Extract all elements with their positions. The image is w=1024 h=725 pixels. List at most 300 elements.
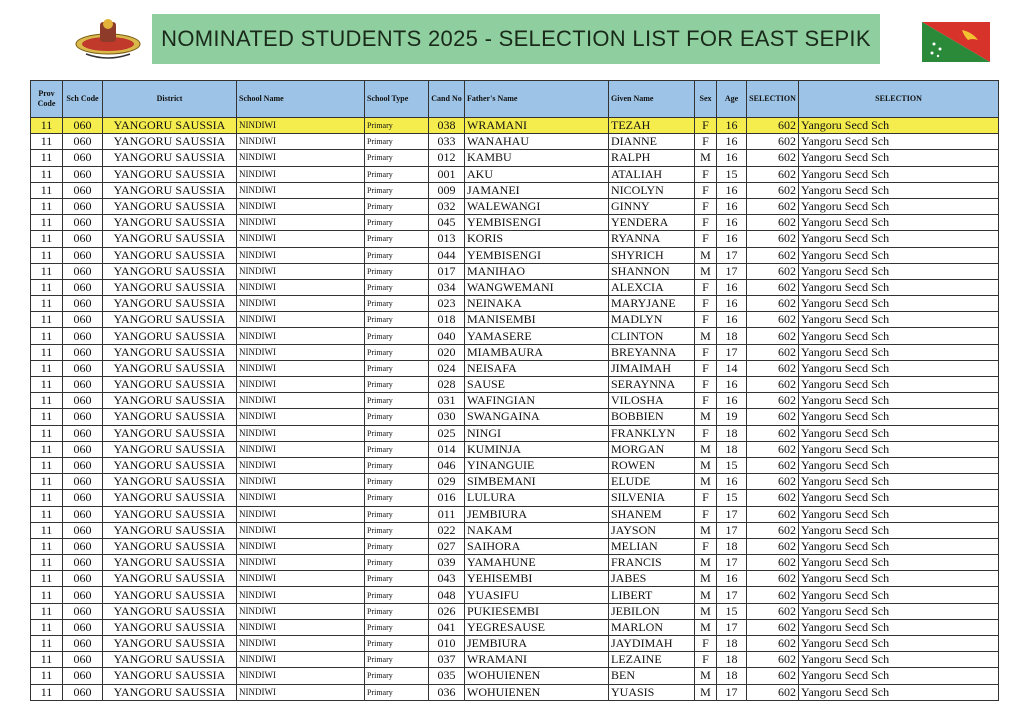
- col-header-sch-code: Sch Code: [63, 81, 103, 118]
- cell-cand-no: 041: [429, 619, 465, 635]
- cell-cand-no: 032: [429, 198, 465, 214]
- cell-age: 16: [717, 312, 747, 328]
- table-row: [31, 328, 999, 344]
- cell-sch-code: 060: [63, 393, 103, 409]
- table-row: [31, 134, 999, 150]
- cell-school-type: Primary: [365, 587, 429, 603]
- cell-fathers-name: JEMBIURA: [465, 506, 609, 522]
- cell-selection-code: 602: [747, 263, 799, 279]
- cell-prov-code: 11: [31, 587, 63, 603]
- cell-prov-code: 11: [31, 619, 63, 635]
- cell-given-name: YENDERA: [609, 215, 695, 231]
- cell-selection: Yangoru Secd Sch: [799, 215, 999, 231]
- cell-age: 18: [717, 668, 747, 684]
- cell-given-name: GINNY: [609, 198, 695, 214]
- cell-selection-code: 602: [747, 652, 799, 668]
- col-header-prov-code: Prov Code: [31, 81, 63, 118]
- cell-selection: Yangoru Secd Sch: [799, 603, 999, 619]
- cell-given-name: YUASIS: [609, 684, 695, 700]
- cell-given-name: LEZAINE: [609, 652, 695, 668]
- cell-selection: Yangoru Secd Sch: [799, 636, 999, 652]
- cell-selection: Yangoru Secd Sch: [799, 522, 999, 538]
- table-row: [31, 506, 999, 522]
- table-row: [31, 279, 999, 295]
- cell-age: 17: [717, 247, 747, 263]
- cell-age: 18: [717, 538, 747, 554]
- cell-fathers-name: SWANGAINA: [465, 409, 609, 425]
- cell-school-name: NINDIWI: [237, 441, 365, 457]
- cell-district: YANGORU SAUSSIA: [103, 393, 237, 409]
- page-title: NOMINATED STUDENTS 2025 - SELECTION LIST FOR EAST SEPIK: [161, 26, 871, 51]
- table-row: [31, 166, 999, 182]
- cell-district: YANGORU SAUSSIA: [103, 312, 237, 328]
- cell-sex: F: [695, 134, 717, 150]
- cell-sch-code: 060: [63, 684, 103, 700]
- cell-district: YANGORU SAUSSIA: [103, 360, 237, 376]
- cell-district: YANGORU SAUSSIA: [103, 150, 237, 166]
- east-sepik-emblem-icon: [72, 14, 144, 62]
- cell-selection: Yangoru Secd Sch: [799, 182, 999, 198]
- table-row: [31, 182, 999, 198]
- cell-given-name: ALEXCIA: [609, 279, 695, 295]
- cell-selection: Yangoru Secd Sch: [799, 474, 999, 490]
- cell-fathers-name: JEMBIURA: [465, 636, 609, 652]
- cell-sch-code: 060: [63, 619, 103, 635]
- cell-sex: F: [695, 312, 717, 328]
- table-row: [31, 441, 999, 457]
- cell-sch-code: 060: [63, 263, 103, 279]
- cell-district: YANGORU SAUSSIA: [103, 166, 237, 182]
- cell-district: YANGORU SAUSSIA: [103, 555, 237, 571]
- cell-fathers-name: AKU: [465, 166, 609, 182]
- cell-school-name: NINDIWI: [237, 118, 365, 134]
- cell-sex: M: [695, 409, 717, 425]
- cell-selection-code: 602: [747, 215, 799, 231]
- cell-district: YANGORU SAUSSIA: [103, 668, 237, 684]
- cell-given-name: MELIAN: [609, 538, 695, 554]
- cell-prov-code: 11: [31, 684, 63, 700]
- cell-fathers-name: MIAMBAURA: [465, 344, 609, 360]
- cell-sex: F: [695, 118, 717, 134]
- cell-age: 16: [717, 393, 747, 409]
- cell-sch-code: 060: [63, 636, 103, 652]
- cell-school-type: Primary: [365, 490, 429, 506]
- cell-school-type: Primary: [365, 636, 429, 652]
- cell-cand-no: 027: [429, 538, 465, 554]
- cell-prov-code: 11: [31, 247, 63, 263]
- cell-district: YANGORU SAUSSIA: [103, 377, 237, 393]
- table-row: [31, 377, 999, 393]
- cell-age: 17: [717, 619, 747, 635]
- cell-school-name: NINDIWI: [237, 636, 365, 652]
- table-row: [31, 571, 999, 587]
- cell-sex: F: [695, 182, 717, 198]
- table-row: [31, 490, 999, 506]
- col-header-selection-code: SELECTION: [747, 81, 799, 118]
- cell-school-name: NINDIWI: [237, 587, 365, 603]
- table-row: [31, 457, 999, 473]
- cell-school-name: NINDIWI: [237, 279, 365, 295]
- cell-selection: Yangoru Secd Sch: [799, 118, 999, 134]
- cell-selection: Yangoru Secd Sch: [799, 619, 999, 635]
- cell-given-name: VILOSHA: [609, 393, 695, 409]
- table-row: [31, 360, 999, 376]
- cell-prov-code: 11: [31, 215, 63, 231]
- cell-given-name: SERAYNNA: [609, 377, 695, 393]
- cell-fathers-name: WOHUIENEN: [465, 668, 609, 684]
- cell-fathers-name: JAMANEI: [465, 182, 609, 198]
- cell-sch-code: 060: [63, 441, 103, 457]
- cell-selection: Yangoru Secd Sch: [799, 506, 999, 522]
- cell-fathers-name: NAKAM: [465, 522, 609, 538]
- cell-age: 18: [717, 636, 747, 652]
- cell-school-type: Primary: [365, 377, 429, 393]
- cell-district: YANGORU SAUSSIA: [103, 522, 237, 538]
- cell-cand-no: 037: [429, 652, 465, 668]
- cell-selection-code: 602: [747, 118, 799, 134]
- table-row: [31, 684, 999, 700]
- cell-age: 16: [717, 134, 747, 150]
- cell-prov-code: 11: [31, 344, 63, 360]
- cell-district: YANGORU SAUSSIA: [103, 118, 237, 134]
- cell-fathers-name: KUMINJA: [465, 441, 609, 457]
- cell-school-name: NINDIWI: [237, 166, 365, 182]
- cell-prov-code: 11: [31, 522, 63, 538]
- cell-given-name: JIMAIMAH: [609, 360, 695, 376]
- cell-sex: M: [695, 522, 717, 538]
- cell-school-name: NINDIWI: [237, 571, 365, 587]
- cell-selection: Yangoru Secd Sch: [799, 344, 999, 360]
- cell-selection: Yangoru Secd Sch: [799, 166, 999, 182]
- table-row: [31, 636, 999, 652]
- col-header-district: District: [103, 81, 237, 118]
- cell-given-name: TEZAH: [609, 118, 695, 134]
- cell-cand-no: 035: [429, 668, 465, 684]
- cell-given-name: MARLON: [609, 619, 695, 635]
- cell-school-type: Primary: [365, 231, 429, 247]
- cell-school-type: Primary: [365, 684, 429, 700]
- cell-school-type: Primary: [365, 506, 429, 522]
- cell-selection: Yangoru Secd Sch: [799, 684, 999, 700]
- cell-selection-code: 602: [747, 506, 799, 522]
- cell-sch-code: 060: [63, 231, 103, 247]
- cell-selection-code: 602: [747, 279, 799, 295]
- cell-given-name: CLINTON: [609, 328, 695, 344]
- cell-cand-no: 017: [429, 263, 465, 279]
- cell-sex: M: [695, 684, 717, 700]
- cell-school-type: Primary: [365, 538, 429, 554]
- cell-fathers-name: YEHISEMBI: [465, 571, 609, 587]
- cell-fathers-name: WOHUIENEN: [465, 684, 609, 700]
- table-row: [31, 344, 999, 360]
- cell-given-name: LIBERT: [609, 587, 695, 603]
- cell-selection: Yangoru Secd Sch: [799, 571, 999, 587]
- cell-selection: Yangoru Secd Sch: [799, 150, 999, 166]
- cell-age: 17: [717, 684, 747, 700]
- cell-sch-code: 060: [63, 182, 103, 198]
- cell-sch-code: 060: [63, 198, 103, 214]
- cell-sch-code: 060: [63, 409, 103, 425]
- cell-selection-code: 602: [747, 134, 799, 150]
- cell-district: YANGORU SAUSSIA: [103, 571, 237, 587]
- cell-district: YANGORU SAUSSIA: [103, 474, 237, 490]
- cell-district: YANGORU SAUSSIA: [103, 425, 237, 441]
- cell-school-type: Primary: [365, 312, 429, 328]
- cell-age: 15: [717, 603, 747, 619]
- table-row: [31, 409, 999, 425]
- cell-sch-code: 060: [63, 344, 103, 360]
- cell-selection: Yangoru Secd Sch: [799, 134, 999, 150]
- cell-given-name: JABES: [609, 571, 695, 587]
- cell-school-name: NINDIWI: [237, 457, 365, 473]
- cell-sex: F: [695, 652, 717, 668]
- cell-given-name: BEN: [609, 668, 695, 684]
- cell-sex: F: [695, 215, 717, 231]
- cell-district: YANGORU SAUSSIA: [103, 457, 237, 473]
- cell-district: YANGORU SAUSSIA: [103, 636, 237, 652]
- cell-district: YANGORU SAUSSIA: [103, 247, 237, 263]
- cell-given-name: JAYSON: [609, 522, 695, 538]
- cell-given-name: SHYRICH: [609, 247, 695, 263]
- cell-district: YANGORU SAUSSIA: [103, 344, 237, 360]
- cell-age: 16: [717, 118, 747, 134]
- table-row: [31, 668, 999, 684]
- cell-selection: Yangoru Secd Sch: [799, 668, 999, 684]
- cell-selection-code: 602: [747, 231, 799, 247]
- cell-district: YANGORU SAUSSIA: [103, 409, 237, 425]
- cell-selection-code: 602: [747, 393, 799, 409]
- cell-school-name: NINDIWI: [237, 198, 365, 214]
- cell-sch-code: 060: [63, 522, 103, 538]
- cell-cand-no: 026: [429, 603, 465, 619]
- cell-school-name: NINDIWI: [237, 150, 365, 166]
- cell-fathers-name: YAMASERE: [465, 328, 609, 344]
- cell-district: YANGORU SAUSSIA: [103, 134, 237, 150]
- cell-fathers-name: YINANGUIE: [465, 457, 609, 473]
- cell-school-type: Primary: [365, 296, 429, 312]
- cell-cand-no: 040: [429, 328, 465, 344]
- cell-sex: F: [695, 377, 717, 393]
- cell-prov-code: 11: [31, 150, 63, 166]
- cell-prov-code: 11: [31, 474, 63, 490]
- cell-cand-no: 043: [429, 571, 465, 587]
- cell-school-type: Primary: [365, 571, 429, 587]
- cell-cand-no: 016: [429, 490, 465, 506]
- cell-school-name: NINDIWI: [237, 409, 365, 425]
- cell-cand-no: 036: [429, 684, 465, 700]
- table-row: [31, 538, 999, 554]
- cell-selection-code: 602: [747, 312, 799, 328]
- selection-table: [30, 80, 999, 701]
- cell-given-name: JEBILON: [609, 603, 695, 619]
- cell-given-name: FRANCIS: [609, 555, 695, 571]
- cell-age: 17: [717, 555, 747, 571]
- cell-cand-no: 033: [429, 134, 465, 150]
- cell-fathers-name: YEMBISENGI: [465, 247, 609, 263]
- cell-school-name: NINDIWI: [237, 393, 365, 409]
- cell-selection: Yangoru Secd Sch: [799, 296, 999, 312]
- cell-selection: Yangoru Secd Sch: [799, 538, 999, 554]
- cell-prov-code: 11: [31, 652, 63, 668]
- cell-school-name: NINDIWI: [237, 296, 365, 312]
- cell-age: 16: [717, 296, 747, 312]
- cell-sex: M: [695, 247, 717, 263]
- cell-fathers-name: YUASIFU: [465, 587, 609, 603]
- cell-sch-code: 060: [63, 490, 103, 506]
- table-row: [31, 522, 999, 538]
- cell-selection-code: 602: [747, 490, 799, 506]
- cell-district: YANGORU SAUSSIA: [103, 182, 237, 198]
- cell-fathers-name: NEINAKA: [465, 296, 609, 312]
- cell-age: 16: [717, 474, 747, 490]
- col-header-cand-no: Cand No: [429, 81, 465, 118]
- cell-sex: M: [695, 571, 717, 587]
- cell-school-name: NINDIWI: [237, 231, 365, 247]
- cell-school-type: Primary: [365, 393, 429, 409]
- cell-given-name: DIANNE: [609, 134, 695, 150]
- cell-prov-code: 11: [31, 231, 63, 247]
- cell-district: YANGORU SAUSSIA: [103, 198, 237, 214]
- cell-selection-code: 602: [747, 425, 799, 441]
- cell-sch-code: 060: [63, 166, 103, 182]
- cell-school-name: NINDIWI: [237, 603, 365, 619]
- cell-selection-code: 602: [747, 522, 799, 538]
- cell-selection-code: 602: [747, 603, 799, 619]
- cell-sex: F: [695, 538, 717, 554]
- cell-district: YANGORU SAUSSIA: [103, 328, 237, 344]
- cell-school-name: NINDIWI: [237, 182, 365, 198]
- cell-given-name: JAYDIMAH: [609, 636, 695, 652]
- col-header-selection: SELECTION: [799, 81, 999, 118]
- cell-sch-code: 060: [63, 506, 103, 522]
- cell-cand-no: 011: [429, 506, 465, 522]
- cell-age: 15: [717, 166, 747, 182]
- cell-prov-code: 11: [31, 118, 63, 134]
- png-flag-icon: [922, 22, 990, 62]
- cell-given-name: MARYJANE: [609, 296, 695, 312]
- cell-prov-code: 11: [31, 603, 63, 619]
- cell-cand-no: 029: [429, 474, 465, 490]
- cell-district: YANGORU SAUSSIA: [103, 441, 237, 457]
- cell-fathers-name: MANISEMBI: [465, 312, 609, 328]
- cell-prov-code: 11: [31, 425, 63, 441]
- table-row: [31, 619, 999, 635]
- cell-school-type: Primary: [365, 134, 429, 150]
- table-row: [31, 231, 999, 247]
- cell-selection: Yangoru Secd Sch: [799, 409, 999, 425]
- cell-prov-code: 11: [31, 134, 63, 150]
- cell-selection-code: 602: [747, 296, 799, 312]
- cell-age: 19: [717, 409, 747, 425]
- cell-sch-code: 060: [63, 296, 103, 312]
- cell-school-type: Primary: [365, 474, 429, 490]
- cell-prov-code: 11: [31, 166, 63, 182]
- cell-selection-code: 602: [747, 441, 799, 457]
- cell-school-name: NINDIWI: [237, 506, 365, 522]
- cell-sch-code: 060: [63, 587, 103, 603]
- cell-sch-code: 060: [63, 328, 103, 344]
- cell-school-name: NINDIWI: [237, 668, 365, 684]
- cell-sch-code: 060: [63, 425, 103, 441]
- cell-school-name: NINDIWI: [237, 490, 365, 506]
- cell-sch-code: 060: [63, 312, 103, 328]
- cell-prov-code: 11: [31, 668, 63, 684]
- cell-fathers-name: PUKIESEMBI: [465, 603, 609, 619]
- cell-school-name: NINDIWI: [237, 425, 365, 441]
- cell-age: 15: [717, 457, 747, 473]
- cell-sch-code: 060: [63, 538, 103, 554]
- cell-selection: Yangoru Secd Sch: [799, 587, 999, 603]
- cell-fathers-name: WANGWEMANI: [465, 279, 609, 295]
- cell-sex: F: [695, 393, 717, 409]
- cell-school-type: Primary: [365, 279, 429, 295]
- cell-cand-no: 024: [429, 360, 465, 376]
- cell-school-name: NINDIWI: [237, 377, 365, 393]
- cell-sex: F: [695, 279, 717, 295]
- cell-fathers-name: SIMBEMANI: [465, 474, 609, 490]
- cell-school-name: NINDIWI: [237, 522, 365, 538]
- cell-selection-code: 602: [747, 182, 799, 198]
- cell-given-name: ELUDE: [609, 474, 695, 490]
- cell-school-name: NINDIWI: [237, 652, 365, 668]
- cell-cand-no: 039: [429, 555, 465, 571]
- table-row: [31, 312, 999, 328]
- table-row: [31, 118, 999, 134]
- table-header-row: [31, 81, 999, 118]
- cell-prov-code: 11: [31, 279, 63, 295]
- cell-prov-code: 11: [31, 312, 63, 328]
- cell-school-name: NINDIWI: [237, 555, 365, 571]
- cell-fathers-name: KORIS: [465, 231, 609, 247]
- cell-selection: Yangoru Secd Sch: [799, 360, 999, 376]
- cell-school-type: Primary: [365, 522, 429, 538]
- cell-school-type: Primary: [365, 425, 429, 441]
- cell-age: 16: [717, 182, 747, 198]
- cell-selection-code: 602: [747, 344, 799, 360]
- cell-prov-code: 11: [31, 636, 63, 652]
- cell-selection-code: 602: [747, 555, 799, 571]
- cell-district: YANGORU SAUSSIA: [103, 296, 237, 312]
- cell-school-name: NINDIWI: [237, 312, 365, 328]
- title-banner: [152, 14, 880, 64]
- cell-selection-code: 602: [747, 409, 799, 425]
- cell-selection-code: 602: [747, 668, 799, 684]
- cell-age: 16: [717, 231, 747, 247]
- cell-fathers-name: SAUSE: [465, 377, 609, 393]
- cell-given-name: SILVENIA: [609, 490, 695, 506]
- cell-school-type: Primary: [365, 247, 429, 263]
- cell-fathers-name: NEISAFA: [465, 360, 609, 376]
- cell-school-type: Primary: [365, 652, 429, 668]
- table-row: [31, 425, 999, 441]
- cell-given-name: MORGAN: [609, 441, 695, 457]
- cell-prov-code: 11: [31, 198, 63, 214]
- cell-fathers-name: YEGRESAUSE: [465, 619, 609, 635]
- cell-sex: M: [695, 619, 717, 635]
- cell-cand-no: 001: [429, 166, 465, 182]
- cell-sex: M: [695, 668, 717, 684]
- cell-district: YANGORU SAUSSIA: [103, 587, 237, 603]
- cell-district: YANGORU SAUSSIA: [103, 619, 237, 635]
- cell-fathers-name: KAMBU: [465, 150, 609, 166]
- cell-fathers-name: WAFINGIAN: [465, 393, 609, 409]
- cell-sch-code: 060: [63, 457, 103, 473]
- cell-cand-no: 048: [429, 587, 465, 603]
- cell-sch-code: 060: [63, 360, 103, 376]
- cell-cand-no: 044: [429, 247, 465, 263]
- cell-prov-code: 11: [31, 296, 63, 312]
- cell-selection-code: 602: [747, 636, 799, 652]
